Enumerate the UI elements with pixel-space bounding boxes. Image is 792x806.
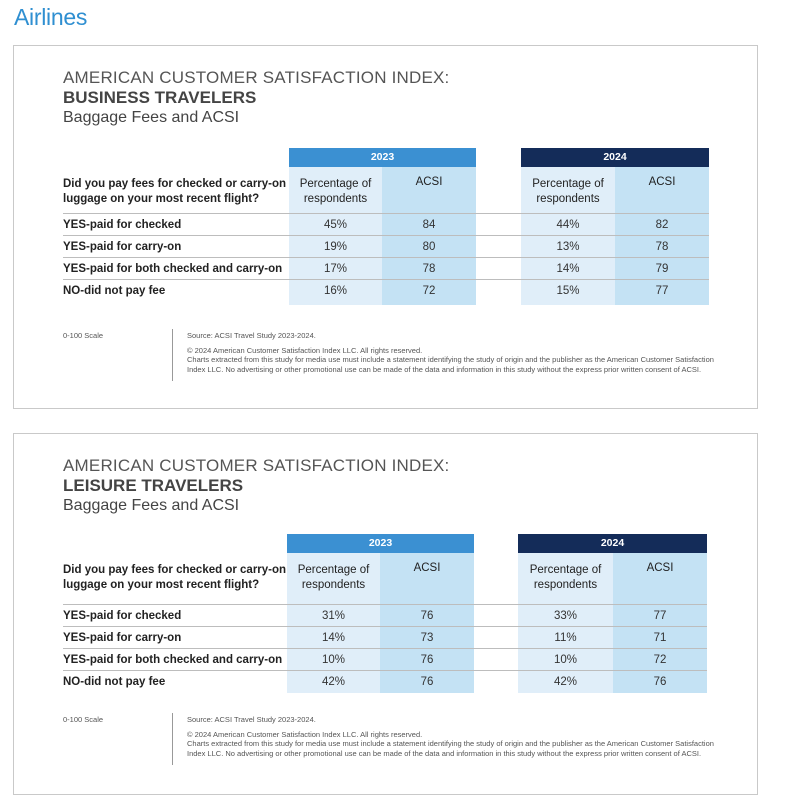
heading-line-3: Baggage Fees and ACSI (63, 109, 240, 126)
cell-acsi-2023: 76 (420, 654, 434, 666)
row-label: NO-did not pay fee (63, 285, 166, 297)
heading-line-2: LEISURE TRAVELERS (63, 476, 244, 495)
col-header-pct-2024: Percentage of respondents (532, 178, 604, 205)
cell-pct-2023: 31% (321, 610, 346, 622)
usage-notice: Charts extracted from this study for media use must include a statement identifying the study of origin and the publisher as the American Customer Satisfaction Index LLC. No advertising or other promotional use can be made of the data and information in this study without the express prior written consent of ACSI. (187, 739, 714, 758)
source-note: Source: ACSI Travel Study 2023-2024. (187, 331, 316, 340)
cell-pct-2023: 42% (321, 676, 346, 688)
cell-acsi-2023: 76 (420, 676, 434, 688)
business-travelers-panel (13, 45, 758, 409)
heading-line-2: BUSINESS TRAVELERS (63, 88, 257, 107)
col-header-acsi-2024: ACSI (646, 561, 674, 574)
cell-pct-2024: 44% (556, 219, 580, 231)
cell-pct-2024: 13% (556, 241, 580, 253)
copyright-note: © 2024 American Customer Satisfaction Index LLC. All rights reserved. (187, 345, 423, 355)
year-header-2024: 2024 (518, 534, 707, 553)
cell-pct-2024: 11% (554, 632, 577, 644)
year-header-2023: 2023 (287, 534, 474, 553)
row-label: YES-paid for both checked and carry-on (63, 263, 283, 275)
leisure-travelers-panel (13, 433, 758, 795)
cell-acsi-2024: 77 (653, 610, 667, 622)
footer-divider (172, 329, 173, 381)
cell-pct-2023: 16% (323, 285, 348, 297)
col-header-acsi-2024: ACSI (648, 175, 676, 188)
cell-acsi-2023: 78 (422, 263, 436, 275)
col-header-acsi-2023: ACSI (415, 175, 443, 188)
cell-pct-2024: 14% (556, 263, 580, 275)
panel-heading (63, 456, 449, 516)
row-label: YES-paid for checked (63, 610, 182, 622)
question-label: Did you pay fees for checked or carry-on luggage on your most recent flight? (63, 564, 287, 591)
question-label: Did you pay fees for checked or carry-on luggage on your most recent flight? (63, 178, 287, 205)
cell-acsi-2023: 73 (420, 632, 434, 644)
cell-acsi-2024: 71 (653, 632, 667, 644)
cell-pct-2023: 17% (323, 263, 348, 275)
row-label: NO-did not pay fee (63, 676, 166, 688)
year-header-2024: 2024 (521, 148, 709, 167)
cell-pct-2024: 33% (553, 610, 578, 622)
cell-acsi-2023: 72 (422, 285, 436, 297)
cell-acsi-2024: 77 (655, 285, 669, 297)
footer-text (187, 715, 717, 758)
copyright-note: © 2024 American Customer Satisfaction Index LLC. All rights reserved. (187, 729, 423, 739)
cell-pct-2024: 42% (553, 676, 578, 688)
usage-notice: Charts extracted from this study for media use must include a statement identifying the study of origin and the publisher as the American Customer Satisfaction Index LLC. No advertising or other promotional use can be made of the data and information in this study without the express prior written consent of ACSI. (187, 355, 714, 374)
cell-pct-2023: 19% (323, 241, 348, 253)
col-header-pct-2023: Percentage of respondents (299, 178, 372, 205)
row-label: YES-paid for carry-on (63, 632, 182, 644)
footer-text (187, 331, 717, 374)
source-note: Source: ACSI Travel Study 2023-2024. (187, 715, 316, 724)
cell-acsi-2023: 84 (422, 219, 436, 231)
cell-acsi-2023: 76 (420, 610, 434, 622)
col-header-pct-2023: Percentage of respondents (297, 564, 370, 591)
cell-pct-2023: 10% (321, 654, 346, 666)
cell-acsi-2024: 78 (655, 241, 669, 253)
col-header-acsi-2023: ACSI (413, 561, 441, 574)
cell-pct-2024: 15% (556, 285, 580, 297)
cell-pct-2023: 45% (323, 219, 348, 231)
year-header-2023: 2023 (289, 148, 476, 167)
heading-line-1: AMERICAN CUSTOMER SATISFACTION INDEX: (63, 456, 450, 475)
row-label: YES-paid for checked (63, 219, 182, 231)
cell-acsi-2024: 82 (655, 219, 669, 231)
page-title: Airlines (14, 4, 88, 30)
col-header-pct-2024: Percentage of respondents (529, 564, 602, 591)
scale-note: 0-100 Scale (63, 715, 104, 724)
footer-divider (172, 713, 173, 765)
cell-acsi-2024: 76 (653, 676, 667, 688)
cell-acsi-2023: 80 (422, 241, 436, 253)
heading-line-1: AMERICAN CUSTOMER SATISFACTION INDEX: (63, 68, 450, 87)
row-label: YES-paid for both checked and carry-on (63, 654, 283, 666)
heading-line-3: Baggage Fees and ACSI (63, 497, 240, 514)
panel-heading (63, 68, 449, 128)
scale-note: 0-100 Scale (63, 331, 104, 340)
row-label: YES-paid for carry-on (63, 241, 182, 253)
cell-acsi-2024: 79 (655, 263, 669, 275)
cell-acsi-2024: 72 (653, 654, 667, 666)
cell-pct-2024: 10% (553, 654, 578, 666)
cell-pct-2023: 14% (321, 632, 346, 644)
